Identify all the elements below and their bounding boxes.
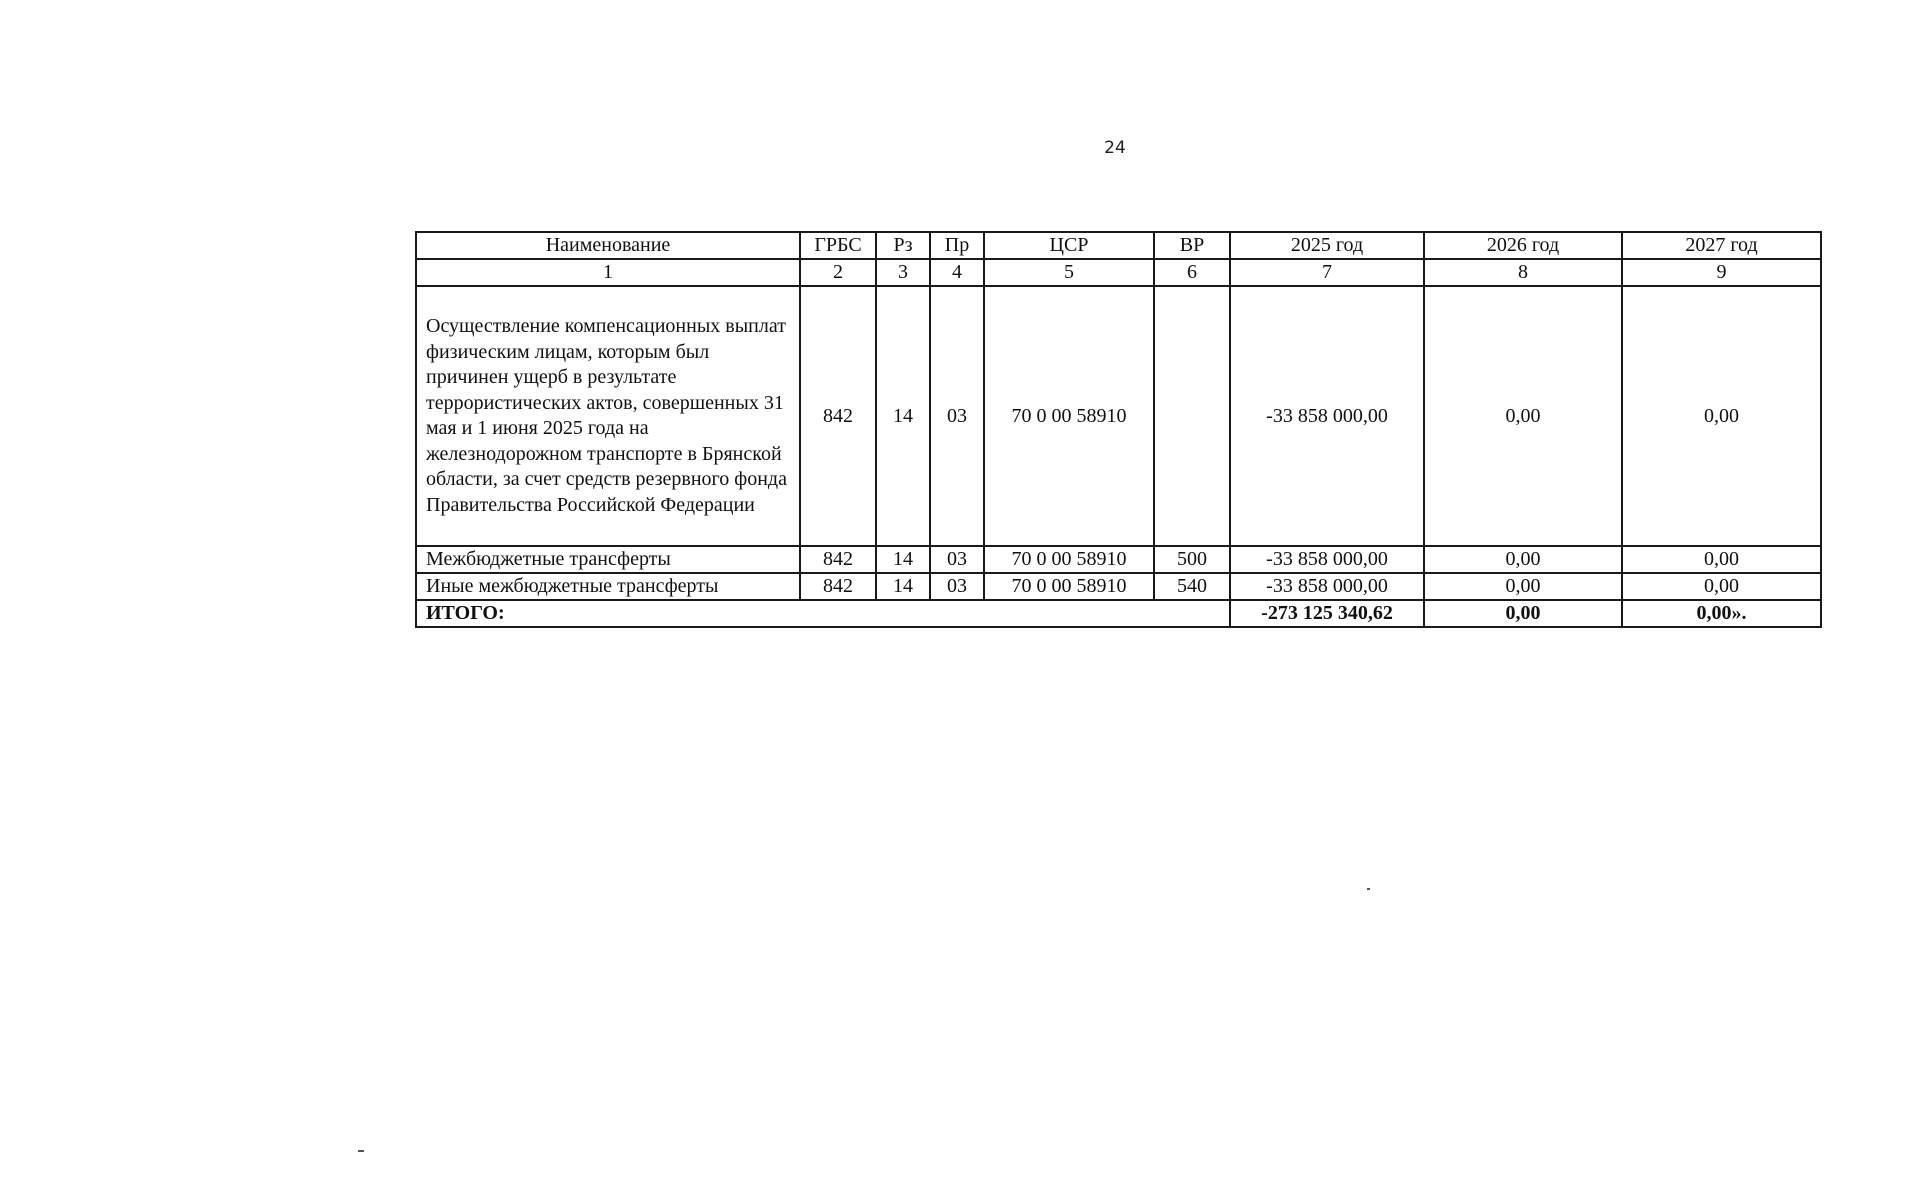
row-name: Иные межбюджетные трансферты <box>416 573 800 600</box>
row-2026: 0,00 <box>1424 546 1622 573</box>
scan-speck <box>358 1150 364 1152</box>
row-2026: 0,00 <box>1424 573 1622 600</box>
column-number: 9 <box>1622 259 1821 286</box>
row-grbs: 842 <box>800 573 876 600</box>
row-2027: 0,00 <box>1622 546 1821 573</box>
header-pr: Пр <box>930 232 984 259</box>
table-row <box>416 286 1821 546</box>
table-header-row <box>416 232 1821 259</box>
column-number: 2 <box>800 259 876 286</box>
row-2025: -33 858 000,00 <box>1230 573 1424 600</box>
total-2026: 0,00 <box>1424 600 1622 627</box>
column-number: 3 <box>876 259 930 286</box>
column-number: 6 <box>1154 259 1230 286</box>
row-rz: 14 <box>876 573 930 600</box>
row-name: Межбюджетные трансферты <box>416 546 800 573</box>
budget-table <box>415 231 1822 628</box>
total-2027: 0,00». <box>1622 600 1821 627</box>
row-2027: 0,00 <box>1622 286 1821 546</box>
column-number-row <box>416 259 1821 286</box>
total-2025: -273 125 340,62 <box>1230 600 1424 627</box>
row-2025: -33 858 000,00 <box>1230 546 1424 573</box>
row-pr: 03 <box>930 546 984 573</box>
header-rz: Рз <box>876 232 930 259</box>
row-2025: -33 858 000,00 <box>1230 286 1424 546</box>
row-vr: 540 <box>1154 573 1230 600</box>
column-number: 7 <box>1230 259 1424 286</box>
row-2026: 0,00 <box>1424 286 1622 546</box>
row-rz: 14 <box>876 546 930 573</box>
column-number: 5 <box>984 259 1154 286</box>
page-number: 24 <box>1104 138 1126 158</box>
header-2026: 2026 год <box>1424 232 1622 259</box>
row-pr: 03 <box>930 286 984 546</box>
header-name: Наименование <box>416 232 800 259</box>
header-grbs: ГРБС <box>800 232 876 259</box>
row-pr: 03 <box>930 573 984 600</box>
table-row <box>416 573 1821 600</box>
row-vr: 500 <box>1154 546 1230 573</box>
total-label: ИТОГО: <box>416 600 1230 627</box>
column-number: 4 <box>930 259 984 286</box>
row-vr <box>1154 286 1230 546</box>
table-row <box>416 546 1821 573</box>
row-rz: 14 <box>876 286 930 546</box>
header-csr: ЦСР <box>984 232 1154 259</box>
header-vr: ВР <box>1154 232 1230 259</box>
row-grbs: 842 <box>800 546 876 573</box>
row-2027: 0,00 <box>1622 573 1821 600</box>
total-row <box>416 600 1821 627</box>
row-csr: 70 0 00 58910 <box>984 573 1154 600</box>
column-number: 8 <box>1424 259 1622 286</box>
row-grbs: 842 <box>800 286 876 546</box>
row-name: Осуществление компенсационных выплат физическим лицам, которым был причинен ущерб в результате террористических актов, совершенных 31 мая и 1 июня 2025 года на железнодорожном транспорте в Брянской области, за счет средств резервного фонда Правительства Российской Федерации <box>416 286 800 546</box>
row-csr: 70 0 00 58910 <box>984 546 1154 573</box>
scan-speck <box>1367 888 1370 890</box>
header-2025: 2025 год <box>1230 232 1424 259</box>
row-csr: 70 0 00 58910 <box>984 286 1154 546</box>
column-number: 1 <box>416 259 800 286</box>
header-2027: 2027 год <box>1622 232 1821 259</box>
